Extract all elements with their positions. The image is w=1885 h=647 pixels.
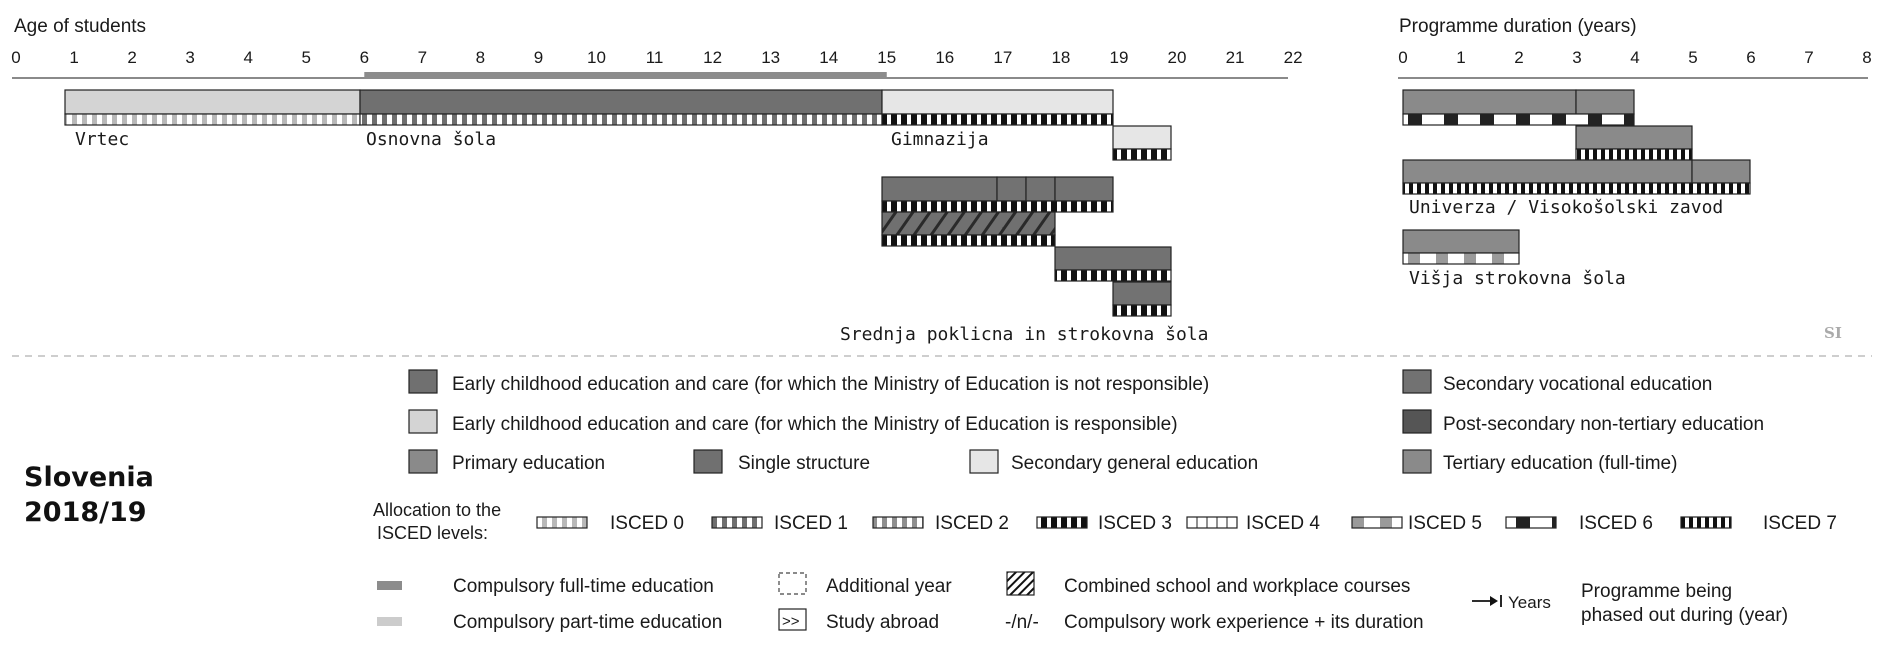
srednja-isced3-strip-4 <box>1113 305 1171 316</box>
duration-tick-3: 3 <box>1572 48 1582 67</box>
years-symbol: Years <box>1508 593 1551 612</box>
country-name: Slovenia <box>24 462 154 493</box>
srednja-bar-upper <box>1055 247 1171 270</box>
legend-ecec-responsible: Early childhood education and care (for which the Ministry of Education is responsible) <box>452 414 1178 435</box>
legend-tertiary: Tertiary education (full-time) <box>1443 453 1678 474</box>
tertiary-bar-3a <box>1403 160 1692 183</box>
duration-tick-6: 6 <box>1746 48 1756 67</box>
srednja-bar-extra <box>1113 282 1171 305</box>
tertiary-bar-3b <box>1692 160 1750 183</box>
age-tick-0: 0 <box>11 48 21 67</box>
swatch-secondary-general <box>970 450 998 473</box>
srednja-isced3-strip-1 <box>882 201 1113 212</box>
age-tick-15: 15 <box>877 48 897 67</box>
age-tick-16: 16 <box>935 48 955 67</box>
visja-label: Višja strokovna šola <box>1409 268 1626 289</box>
duration-tick-4: 4 <box>1630 48 1640 67</box>
age-tick-13: 13 <box>761 48 781 67</box>
univerza-label: Univerza / Visokošolski zavod <box>1409 197 1724 218</box>
legend-combined: Combined school and workplace courses <box>1064 576 1411 597</box>
age-tick-17: 17 <box>993 48 1013 67</box>
age-tick-14: 14 <box>819 48 839 67</box>
age-tick-22: 22 <box>1283 48 1303 67</box>
age-tick-18: 18 <box>1051 48 1071 67</box>
srednja-bar-segment-4 <box>1055 177 1113 201</box>
legend-single-structure: Single structure <box>738 453 871 474</box>
srednja-label: Srednja poklicna in strokovna šola <box>840 324 1209 345</box>
isced7-label: ISCED 7 <box>1763 513 1837 534</box>
srednja-isced3-strip-3 <box>1055 270 1171 281</box>
visja-bar <box>1403 230 1519 253</box>
isced0-label: ISCED 0 <box>610 513 684 534</box>
isced6-label: ISCED 6 <box>1579 513 1653 534</box>
legend-compulsory-part: Compulsory part-time education <box>453 612 723 633</box>
isced2-label: ISCED 2 <box>935 513 1009 534</box>
legend-phased-out-line2: phased out during (year) <box>1581 605 1789 626</box>
isced3-swatch <box>1037 517 1087 528</box>
srednja-isced3-strip-2 <box>882 235 1055 246</box>
isced2-swatch <box>873 517 923 528</box>
gimnazija-extra-bar <box>1113 126 1171 149</box>
swatch-primary <box>409 450 437 473</box>
isced1-label: ISCED 1 <box>774 513 848 534</box>
additional-year-swatch <box>779 573 806 594</box>
swatch-ecec-responsible <box>409 410 437 433</box>
age-tick-1: 1 <box>69 48 79 67</box>
osnovna-sola-isced-strip <box>360 114 882 125</box>
tertiary-isced7-strip-1 <box>1576 149 1692 160</box>
compulsory-part-swatch <box>377 617 402 626</box>
isced7-swatch <box>1681 517 1731 528</box>
legend-work-experience: Compulsory work experience + its duration <box>1064 612 1424 633</box>
duration-axis-title: Programme duration (years) <box>1399 16 1637 37</box>
isced1-swatch <box>712 517 762 528</box>
isced0-swatch <box>537 517 587 528</box>
age-axis-ticks <box>11 48 1302 67</box>
combined-swatch <box>1007 572 1034 595</box>
duration-tick-2: 2 <box>1514 48 1524 67</box>
tertiary-isced6-strip <box>1403 114 1634 125</box>
vrtec-label: Vrtec <box>75 129 130 150</box>
tertiary-bar-1a <box>1403 90 1576 114</box>
age-tick-19: 19 <box>1109 48 1129 67</box>
legend-phased-out-line1: Programme being <box>1581 581 1733 602</box>
duration-axis-ticks <box>1398 48 1871 67</box>
age-tick-4: 4 <box>243 48 253 67</box>
gimnazija-extra-isced3-strip <box>1113 149 1171 160</box>
isced-title-line2: ISCED levels: <box>377 523 489 543</box>
legend-primary: Primary education <box>452 453 606 474</box>
age-axis-title: Age of students <box>14 16 147 37</box>
swatch-single-structure <box>694 450 722 473</box>
visja-isced5-strip <box>1403 253 1519 264</box>
isced6-swatch <box>1506 517 1556 528</box>
swatch-tertiary <box>1403 450 1431 473</box>
legend-ecec-not-responsible: Early childhood education and care (for which the Ministry of Education is not responsible) <box>452 374 1210 395</box>
gimnazija-isced3-strip <box>882 114 1113 125</box>
age-tick-3: 3 <box>185 48 195 67</box>
age-tick-7: 7 <box>417 48 428 67</box>
legend-compulsory-full: Compulsory full-time education <box>453 576 714 597</box>
isced3-label: ISCED 3 <box>1098 513 1172 534</box>
age-tick-11: 11 <box>645 48 664 67</box>
age-tick-8: 8 <box>475 48 486 67</box>
reference-year: 2018/19 <box>24 497 147 528</box>
srednja-bar-segment-3 <box>1026 177 1055 201</box>
vrtec-isced0-strip <box>65 114 360 125</box>
osnovna-sola-bar <box>360 90 882 114</box>
osnovna-sola-label: Osnovna šola <box>366 129 497 150</box>
work-experience-symbol: -/n/- <box>1005 612 1039 633</box>
age-tick-21: 21 <box>1225 48 1245 67</box>
duration-tick-8: 8 <box>1862 48 1872 67</box>
legend-secondary-general: Secondary general education <box>1011 453 1259 474</box>
srednja-bar-segment-2 <box>997 177 1026 201</box>
age-tick-20: 20 <box>1167 48 1187 67</box>
duration-tick-0: 0 <box>1398 48 1408 67</box>
isced5-label: ISCED 5 <box>1408 513 1482 534</box>
gimnazija-label: Gimnazija <box>891 129 989 150</box>
legend-post-secondary: Post-secondary non-tertiary education <box>1443 414 1765 435</box>
age-tick-9: 9 <box>533 48 544 67</box>
isced5-swatch <box>1352 517 1402 528</box>
duration-tick-5: 5 <box>1688 48 1698 67</box>
tertiary-isced7-strip-2 <box>1403 183 1750 194</box>
legend-secondary-vocational: Secondary vocational education <box>1443 374 1713 395</box>
duration-tick-1: 1 <box>1456 48 1466 67</box>
phased-out-arrow-icon <box>1472 595 1501 607</box>
isced4-swatch <box>1187 517 1237 528</box>
study-abroad-symbol: >> <box>782 613 800 630</box>
swatch-ecec-not-responsible <box>409 370 437 393</box>
isced-title-line1: Allocation to the <box>373 500 502 520</box>
country-code: SI <box>1824 324 1842 342</box>
compulsory-full-swatch <box>377 581 402 590</box>
age-tick-12: 12 <box>703 48 723 67</box>
srednja-bar-segment-1 <box>882 177 997 201</box>
tertiary-bar-1b <box>1576 90 1634 114</box>
swatch-post-secondary <box>1403 410 1431 433</box>
duration-tick-7: 7 <box>1804 48 1814 67</box>
age-tick-2: 2 <box>127 48 137 67</box>
age-tick-5: 5 <box>301 48 311 67</box>
gimnazija-bar <box>882 90 1113 114</box>
age-tick-6: 6 <box>359 48 370 67</box>
age-tick-10: 10 <box>587 48 606 67</box>
swatch-secondary-vocational <box>1403 370 1431 393</box>
legend-additional-year: Additional year <box>826 576 952 597</box>
legend-study-abroad: Study abroad <box>826 612 940 633</box>
vrtec-bar <box>65 90 360 114</box>
compulsory-full-time-bar <box>364 72 886 79</box>
isced4-label: ISCED 4 <box>1246 513 1320 534</box>
srednja-combined-bar <box>882 212 1055 235</box>
tertiary-bar-2 <box>1576 126 1692 149</box>
